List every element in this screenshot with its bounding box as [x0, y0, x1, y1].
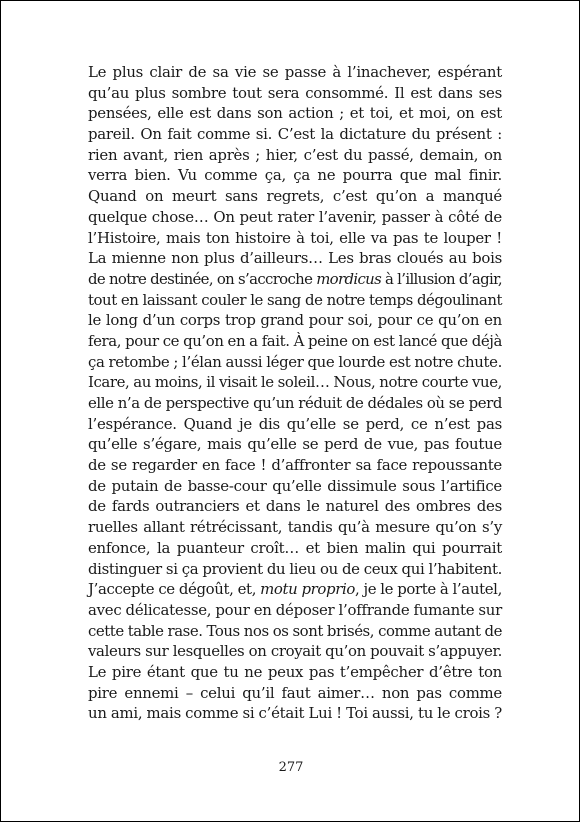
text-segment: quelque chose… On peut rater l’avenir, passer à côté de [88, 207, 502, 226]
text-line [88, 559, 502, 580]
text-line [88, 538, 502, 559]
text-segment: de notre destinée, on s’accroche [88, 269, 317, 288]
text-line [88, 62, 502, 83]
text-segment: qu’elle s’égare, mais qu’elle se perd de vue, pas foutue [88, 435, 502, 454]
text-line [88, 393, 502, 414]
text-line [88, 517, 502, 538]
text-segment: Quand on meurt sans regrets, c’est qu’on a manqué [88, 187, 502, 206]
italic-phrase: mordicus [316, 269, 382, 288]
text-line [88, 579, 502, 600]
text-segment: pensées, elle est dans son action ; et toi, et moi, on est [88, 104, 502, 123]
text-line [88, 165, 502, 186]
text-segment: l’espérance. Quand je dis qu’elle se perd, ce n’est pas [88, 414, 502, 433]
text-segment: pire ennemi – celui qu’il faut aimer… non pas comme [88, 683, 502, 702]
text-line [88, 83, 502, 104]
text-segment: ça retombe ; l’élan aussi léger que lourde est notre chute. [88, 352, 503, 371]
text-segment: de putain de basse-cour qu’elle dissimule sous l’artifice [88, 476, 502, 495]
text-line [88, 248, 502, 269]
text-line [88, 434, 502, 455]
text-line [88, 331, 502, 352]
text-line [88, 600, 502, 621]
text-segment: , je le porte à l’autel, [355, 580, 502, 599]
text-line [88, 186, 502, 207]
text-segment: l’Histoire, mais ton histoire à toi, elle va pas te louper ! [88, 228, 502, 247]
text-segment: enfonce, la puanteur croît… et bien malin qui pourrait [88, 538, 502, 557]
text-segment: avec délicatesse, pour en déposer l’offrande fumante sur [88, 600, 502, 619]
text-line [88, 228, 502, 249]
text-segment: rien avant, rien après ; hier, c’est du passé, demain, on [88, 145, 502, 164]
text-line [88, 455, 502, 476]
body-text [88, 62, 502, 724]
text-segment: pareil. On fait comme si. C’est la dictature du présent : [88, 125, 502, 144]
text-segment: à l’illusion d’agir, [381, 269, 502, 288]
text-segment: verra bien. Vu comme ça, ça ne pourra que mal finir. [88, 166, 502, 185]
text-segment: Icare, au moins, il visait le soleil… Nous, notre courte vue, [88, 373, 502, 392]
text-segment: Le pire étant que tu ne peux pas t’empêcher d’être ton [88, 662, 502, 681]
text-line [88, 683, 502, 704]
text-segment: le long d’un corps trop grand pour soi, pour ce qu’on en [88, 311, 502, 330]
italic-phrase: motu proprio [260, 580, 356, 599]
text-segment: un ami, mais comme si c’était Lui ! Toi aussi, tu le crois ? [88, 704, 502, 723]
text-line [88, 641, 502, 662]
text-line [88, 145, 502, 166]
text-segment: distinguer si ça provient du lieu ou de ceux qui l’habitent. [88, 559, 502, 578]
text-line [88, 703, 502, 724]
text-line [88, 103, 502, 124]
text-line [88, 207, 502, 228]
text-line [88, 290, 502, 311]
text-segment: fera, pour ce qu’on en a fait. À peine on est lancé que déjà [88, 331, 502, 350]
text-segment: valeurs sur lesquelles on croyait qu’on pouvait s’appuyer. [88, 642, 502, 661]
text-line [88, 621, 502, 642]
text-segment: La mienne non plus d’ailleurs… Les bras cloués au bois [88, 249, 502, 268]
text-line [88, 476, 502, 497]
text-line [88, 310, 502, 331]
text-line [88, 269, 502, 290]
text-segment: Le plus clair de sa vie se passe à l’inachever, espérant [88, 63, 502, 81]
text-segment: ruelles allant rétrécissant, tandis qu’à mesure qu’on s’y [88, 518, 502, 537]
page-number: 277 [278, 760, 304, 775]
text-segment: elle n’a de perspective qu’un réduit de dédales où se perd [88, 394, 502, 412]
text-line [88, 124, 502, 145]
text-segment: de fards outranciers et dans le naturel des ombres des [88, 497, 502, 516]
text-segment: J’accepte ce dégoût, et, [88, 580, 261, 599]
text-line [88, 496, 502, 517]
text-segment: tout en laissant couler le sang de notre temps dégoulinant [88, 290, 502, 309]
text-segment: qu’au plus sombre tout sera consommé. Il est dans ses [88, 83, 502, 102]
text-line [88, 662, 502, 683]
text-line [88, 352, 502, 373]
text-line [88, 414, 502, 435]
text-segment: de se regarder en face ! d’affronter sa face repoussante [88, 456, 502, 475]
text-line [88, 372, 502, 393]
text-segment: cette table rase. Tous nos os sont brisés, comme autant de [88, 621, 502, 640]
